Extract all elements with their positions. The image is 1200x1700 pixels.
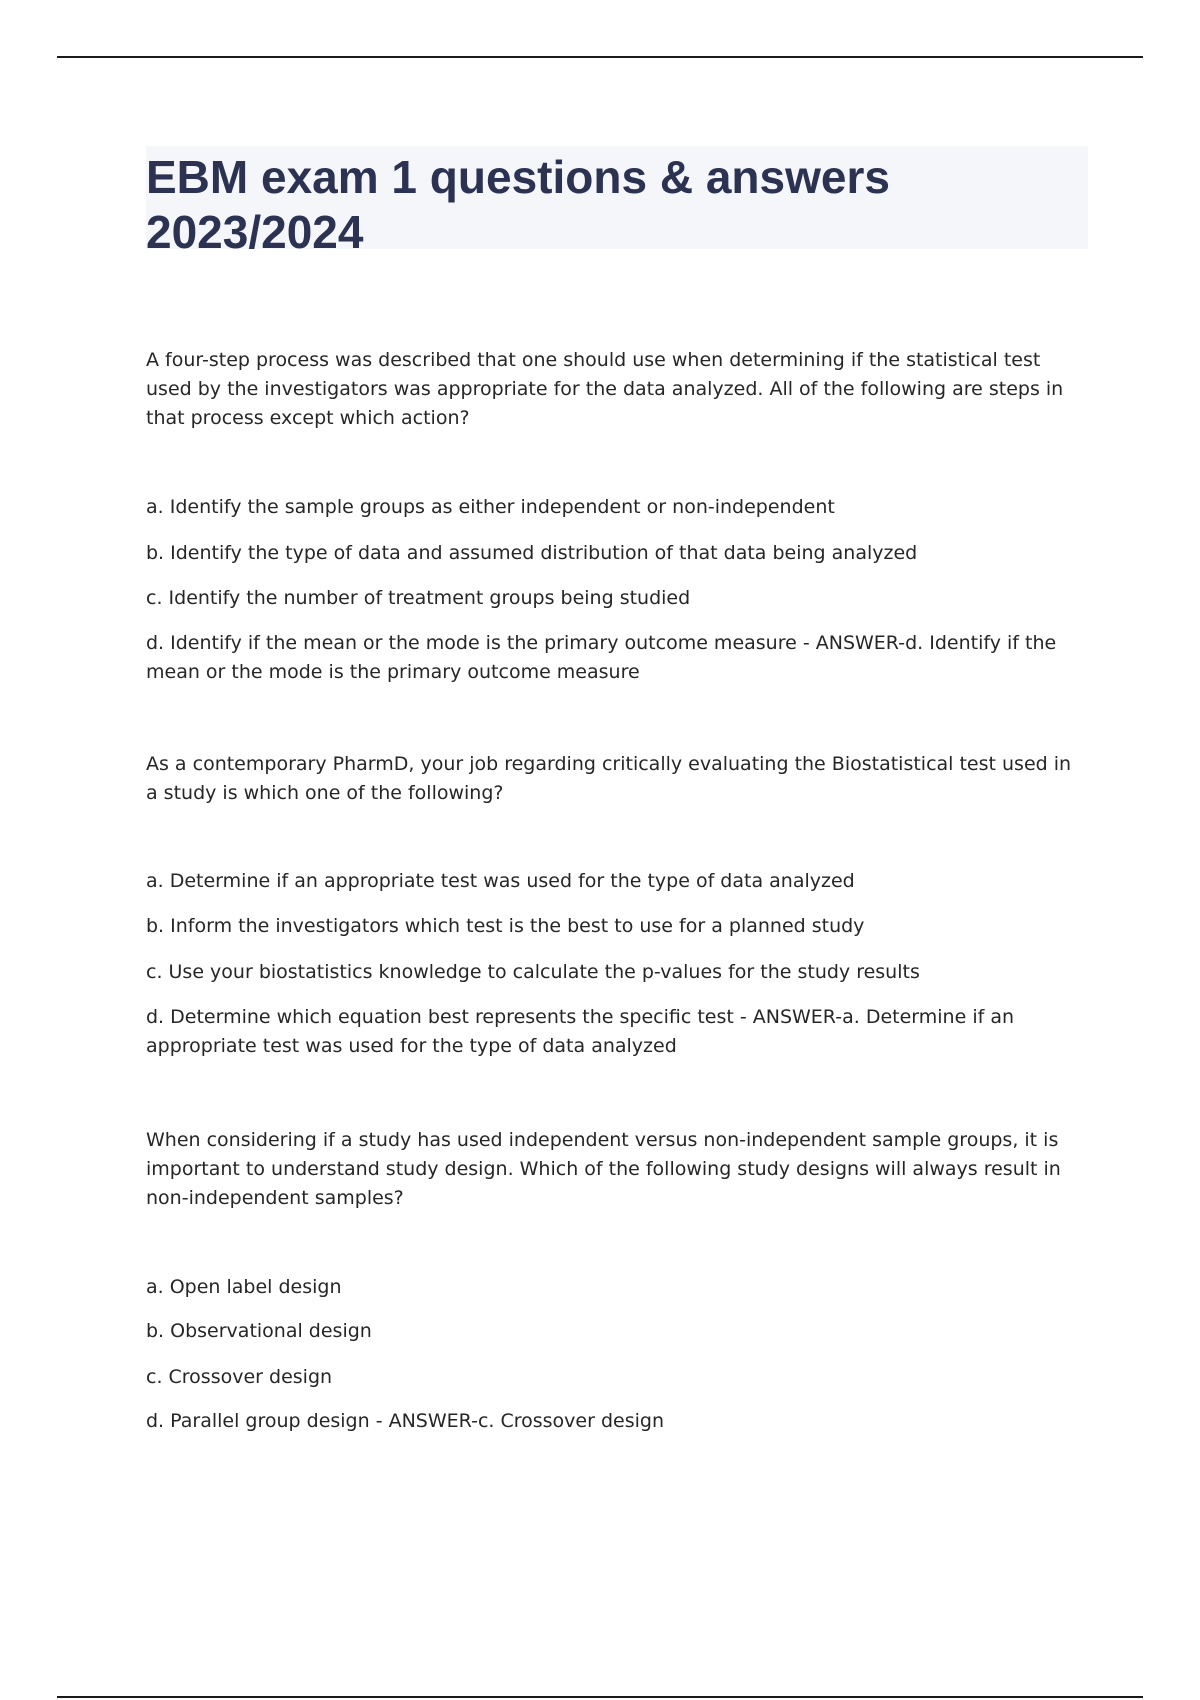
option-a: a. Determine if an appropriate test was used for the type of data analyzed	[146, 870, 855, 892]
option-a: a. Identify the sample groups as either independent or non-independent	[146, 496, 835, 518]
option-a: a. Open label design	[146, 1276, 342, 1298]
document-title: EBM exam 1 questions & answers 2023/2024	[146, 151, 890, 258]
option-d-with-answer: d. Parallel group design - ANSWER-c. Crossover design	[146, 1410, 664, 1432]
question-text: When considering if a study has used independent versus non-independent sample groups, it is important to understand study design. Which of the following study designs will always result in non-independent samples?	[146, 1129, 1061, 1209]
top-rule	[57, 56, 1143, 58]
question-2	[146, 750, 1088, 1057]
bottom-rule	[57, 1696, 1143, 1698]
option-c: c. Use your biostatistics knowledge to calculate the p-values for the study results	[146, 961, 920, 983]
question-3	[146, 1126, 1088, 1432]
question-1	[146, 346, 1088, 683]
option-b: b. Observational design	[146, 1320, 372, 1342]
option-c: c. Identify the number of treatment groups being studied	[146, 587, 691, 609]
option-b: b. Identify the type of data and assumed distribution of that data being analyzed	[146, 542, 918, 564]
question-text: As a contemporary PharmD, your job regarding critically evaluating the Biostatistical test used in a study is which one of the following?	[146, 753, 1072, 804]
option-c: c. Crossover design	[146, 1366, 333, 1388]
document-body	[146, 146, 1088, 1432]
option-b: b. Inform the investigators which test is the best to use for a planned study	[146, 915, 865, 937]
question-text: A four-step process was described that one should use when determining if the statistical test used by the investigators was appropriate for the data analyzed. All of the following are steps in that process except which action?	[146, 349, 1064, 429]
title-block	[146, 146, 1088, 258]
option-d-with-answer: d. Determine which equation best represents the specific test - ANSWER-a. Determine if an appropriate test was used for the type of data analyzed	[146, 1006, 1015, 1057]
option-d-with-answer: d. Identify if the mean or the mode is the primary outcome measure - ANSWER-d. Identify if the mean or the mode is the primary outcome measure	[146, 632, 1057, 683]
